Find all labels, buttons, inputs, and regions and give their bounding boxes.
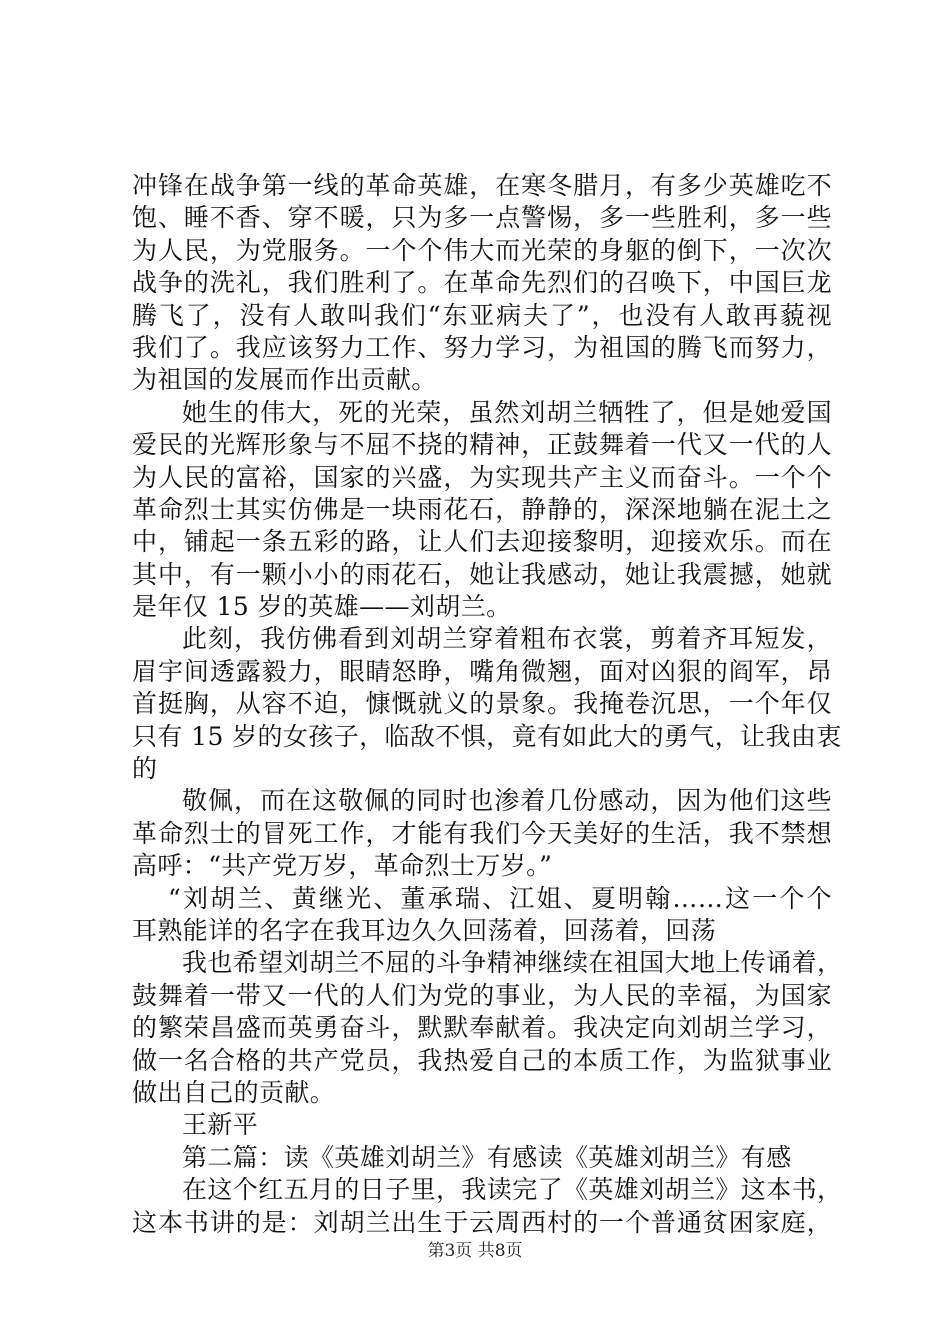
text-line: 是年仅 15 岁的英雄——刘胡兰。 [132, 592, 512, 622]
text-line: 战争的洗礼，我们胜利了。在革命先烈们的召唤下，中国巨龙 [132, 268, 832, 298]
text-line: 鼓舞着一带又一代的人们为党的事业，为人民的幸福，为国家 [132, 980, 832, 1010]
paragraph-start-line: “刘胡兰、黄继光、董承瑞、江姐、夏明翰……这一个个 [168, 883, 832, 913]
text-line: 做一名合格的共产党员，我热爱自己的本质工作，为监狱事业 [132, 1045, 832, 1075]
paragraph-start-line: 此刻，我仿佛看到刘胡兰穿着粗布衣裳，剪着齐耳短发， [182, 624, 832, 654]
text-line: 首挺胸，从容不迫，慷慨就义的景象。我掩卷沉思，一个年仅 [132, 689, 832, 719]
text-line: 冲锋在战争第一线的革命英雄，在寒冬腊月，有多少英雄吃不 [132, 171, 832, 200]
text-line: 我们了。我应该努力工作、努力学习，为祖国的腾飞而努力， [132, 332, 832, 362]
document-body [132, 170, 843, 1239]
text-line: 高呼：“共产党万岁，革命烈士万岁。” [132, 851, 553, 881]
text-line: 腾飞了，没有人敢叫我们“东亚病夫了”，也没有人敢再藐视 [132, 300, 832, 330]
text-line: 这本书讲的是：刘胡兰出生于云周西村的一个普通贫困家庭， [132, 1207, 832, 1237]
text-line: 的繁荣昌盛而英勇奋斗，默默奉献着。我决定向刘胡兰学习， [132, 1013, 832, 1043]
text-line: 只有 15 岁的女孩子，临敌不惧，竟有如此大的勇气，让我由衷 [132, 721, 842, 751]
paragraph-start-line: 敬佩，而在这敬佩的同时也渗着几份感动，因为他们这些 [182, 786, 832, 816]
text-line: 为人民的富裕，国家的兴盛，为实现共产主义而奋斗。一个个 [132, 462, 832, 492]
text-line: 爱民的光辉形象与不屈不挠的精神，正鼓舞着一代又一代的人 [132, 430, 832, 460]
section-heading: 第二篇：读《英雄刘胡兰》有感读《英雄刘胡兰》有感 [182, 1142, 792, 1172]
text-line: 其中，有一颗小小的雨花石，她让我感动，她让我震撼，她就 [132, 559, 832, 589]
text-line: 为祖国的发展而作出贡献。 [132, 365, 437, 395]
text-line: 的 [132, 754, 158, 784]
text-line: 做出自己的贡献。 [132, 1077, 336, 1107]
paragraph-start-line: 她生的伟大，死的光荣，虽然刘胡兰牺牲了，但是她爱国 [182, 397, 832, 427]
paragraph-start-line: 在这个红五月的日子里，我读完了《英雄刘胡兰》这本书， [182, 1175, 843, 1205]
text-line: 革命烈士其实仿佛是一块雨花石，静静的，深深地躺在泥土之 [132, 494, 832, 524]
paragraph-start-line: 我也希望刘胡兰不屈的斗争精神继续在祖国大地上传诵着， [182, 948, 843, 978]
text-line: 为人民，为党服务。一个个伟大而光荣的身躯的倒下，一次次 [132, 235, 832, 265]
text-line: 中，铺起一条五彩的路，让人们去迎接黎明，迎接欢乐。而在 [132, 527, 832, 557]
text-line: 饱、睡不香、穿不暖，只为多一点警惕，多一些胜利，多一些 [132, 203, 832, 233]
author-name: 王新平 [182, 1110, 259, 1140]
text-line: 眉宇间透露毅力，眼睛怒睁，嘴角微翘，面对凶狠的阎军，昂 [132, 656, 832, 686]
text-line: 耳熟能详的名字在我耳边久久回荡着，回荡着，回荡 [132, 915, 717, 945]
text-line: 革命烈士的冒死工作，才能有我们今天美好的生活，我不禁想 [132, 818, 832, 848]
page-number-footer: 第3页 共8页 [427, 1241, 523, 1261]
